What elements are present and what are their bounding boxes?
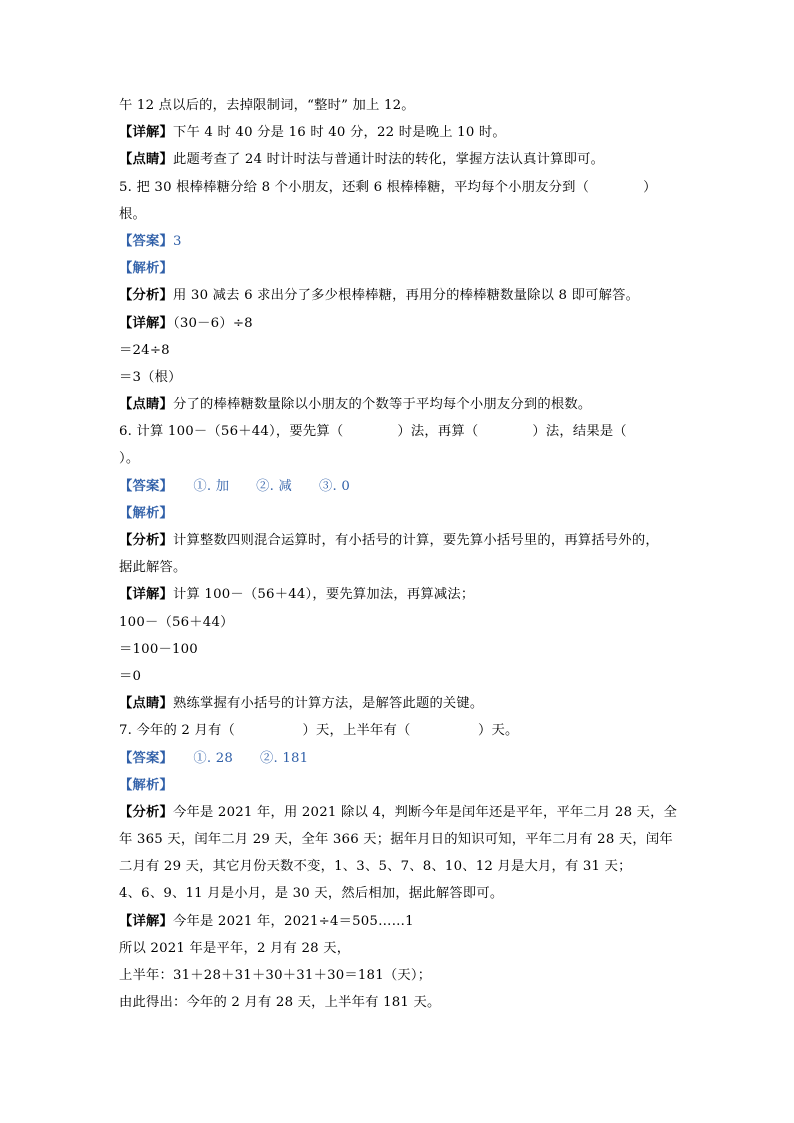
section-tag: 【点睛】 (119, 696, 173, 712)
line-text: 分了的棒棒糖数量除以小朋友的个数等于平均每个小朋友分到的根数。 (173, 397, 592, 413)
text-line (119, 799, 679, 826)
line-text: ＝100－100 (119, 641, 198, 657)
line-text: 100－（56＋44） (119, 614, 234, 630)
section-tag: 【点睛】 (119, 397, 173, 413)
text-line (119, 772, 679, 799)
text-line (119, 255, 679, 282)
line-text: 用 30 减去 6 求出分了多少根棒棒糖，再用分的棒棒糖数量除以 8 即可解答。 (173, 288, 640, 304)
line-text: ＝3（根） (119, 369, 182, 385)
section-tag: 【详解】 (119, 587, 173, 603)
text-line (119, 717, 679, 744)
line-text: 今年是 2021 年，用 2021 除以 4，判断今年是闰年还是平年，平年二月 28 天，全 (173, 804, 678, 820)
text-line (119, 690, 679, 717)
section-tag: 【详解】 (119, 913, 173, 929)
line-text: 二月有 29 天，其它月份天数不变，1、3、5、7、8、10、12 月是大月，有 31 天； (119, 859, 632, 875)
section-tag: 【分析】 (119, 288, 173, 304)
text-line (119, 581, 679, 608)
line-text: 6. 计算 100－（56＋44），要先算（ ）法，再算（ ）法，结果是（ (119, 424, 627, 440)
text-line (119, 663, 679, 690)
text-line (119, 119, 679, 146)
text-line (119, 609, 679, 636)
line-text: ＝0 (119, 668, 142, 684)
line-text: 4、6、9、11 月是小月，是 30 天，然后相加，据此解答即可。 (119, 886, 504, 902)
text-line (119, 418, 679, 445)
document-page (119, 92, 679, 1016)
line-text: 据此解答。 (119, 560, 187, 576)
section-tag: 【点睛】 (119, 152, 173, 168)
section-tag: 【答案】 (119, 233, 173, 249)
section-tag: 【分析】 (119, 804, 173, 820)
text-line (119, 310, 679, 337)
text-line (119, 989, 679, 1016)
line-text: 计算整数四则混合运算时，有小括号的计算，要先算小括号里的，再算括号外的， (173, 533, 659, 548)
line-text: 熟练掌握有小括号的计算方法，是解答此题的关键。 (173, 696, 484, 712)
line-text: ①. 28 ②. 181 (166, 750, 309, 766)
text-line (119, 745, 679, 772)
text-line (119, 826, 679, 853)
line-text: 3 (173, 233, 182, 249)
text-line (119, 880, 679, 907)
text-line (119, 364, 679, 391)
line-text: 7. 今年的 2 月有（ ）天，上半年有（ ）天。 (119, 723, 519, 739)
section-tag: 【答案】 (119, 750, 167, 766)
section-tag: 【解析】 (119, 777, 173, 793)
text-line (119, 500, 679, 527)
section-tag: 【解析】 (119, 261, 173, 277)
line-text: 5. 把 30 根棒棒糖分给 8 个小朋友，还剩 6 根棒棒糖，平均每个小朋友分到（ ） (119, 179, 657, 195)
line-text: 所以 2021 年是平年，2 月有 28 天， (119, 940, 351, 956)
text-line (119, 445, 679, 472)
line-text: 由此得出：今年的 2 月有 28 天，上半年有 181 天。 (119, 995, 441, 1011)
text-line (119, 282, 679, 309)
text-line (119, 337, 679, 364)
section-tag: 【详解】 (119, 125, 173, 141)
text-line (119, 636, 679, 663)
text-line (119, 228, 679, 255)
text-line (119, 473, 679, 500)
line-text: ①. 加 ②. 减 ③. 0 (166, 478, 351, 494)
line-text: 今年是 2021 年，2021÷4＝505……1 (173, 913, 414, 929)
line-text: 午 12 点以后的，去掉限制词，“整时” 加上 12。 (119, 98, 415, 113)
line-text: 计算 100－（56＋44），要先算加法，再算减法； (173, 587, 475, 603)
text-line (119, 391, 679, 418)
line-text: ＝24÷8 (119, 342, 170, 358)
text-line (119, 92, 679, 119)
line-text: 年 365 天，闰年二月 29 天，全年 366 天；据年月日的知识可知，平年二月有 28 天，闰年 (119, 832, 673, 848)
text-line (119, 853, 679, 880)
line-text: 上半年：31＋28＋31＋30＋31＋30＝181（天）； (119, 968, 432, 983)
line-text: 下午 4 时 40 分是 16 时 40 分，22 时是晚上 10 时。 (173, 125, 506, 141)
text-line (119, 962, 679, 989)
line-text: 根。 (119, 206, 146, 222)
text-line (119, 908, 679, 935)
section-tag: 【解析】 (119, 505, 173, 521)
text-line (119, 527, 679, 554)
text-line (119, 201, 679, 228)
section-tag: 【详解】 (119, 315, 173, 331)
text-line (119, 935, 679, 962)
line-text: 此题考查了 24 时计时法与普通计时法的转化，掌握方法认真计算即可。 (173, 152, 605, 168)
text-line (119, 146, 679, 173)
line-text: ）。 (119, 451, 140, 467)
section-tag: 【答案】 (119, 478, 167, 494)
text-line (119, 554, 679, 581)
text-line (119, 174, 679, 201)
section-tag: 【分析】 (119, 533, 173, 548)
line-text: （30－6）÷8 (173, 315, 253, 331)
